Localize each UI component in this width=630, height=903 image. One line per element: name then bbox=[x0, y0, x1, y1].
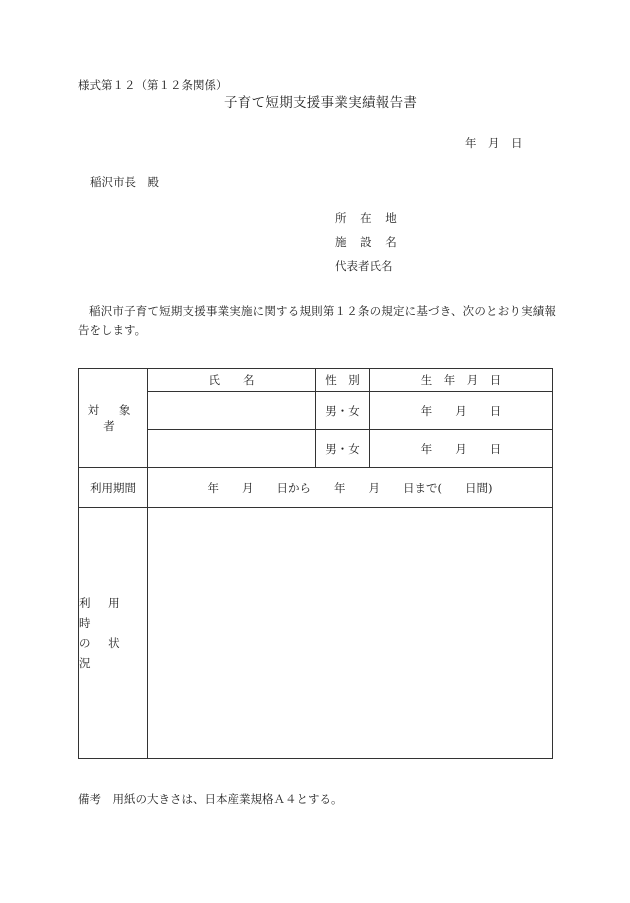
subject-label: 対 象 者 bbox=[79, 369, 148, 468]
usage-status-field[interactable] bbox=[148, 508, 553, 759]
birthdate-cell[interactable]: 年 月 日 bbox=[370, 392, 553, 430]
sex-cell[interactable]: 男・女 bbox=[316, 392, 370, 430]
name-cell[interactable] bbox=[148, 430, 316, 468]
name-header: 氏 名 bbox=[148, 369, 316, 392]
address-label: 所 在 地 bbox=[335, 211, 402, 225]
report-statement: 稲沢市子育て短期支援事業実施に関する規則第１２条の規定に基づき、次のとおり実績報告をします。 bbox=[78, 304, 556, 337]
birthdate-cell[interactable]: 年 月 日 bbox=[370, 430, 553, 468]
usage-status-label-line2: の 状 況 bbox=[79, 636, 127, 670]
report-table bbox=[78, 368, 553, 759]
usage-status-label bbox=[79, 508, 148, 759]
usage-period-value[interactable]: 年 月 日から 年 月 日まで( 日間) bbox=[148, 468, 553, 508]
facility-name-label: 施 設 名 bbox=[335, 235, 402, 249]
usage-status-label-line1: 利 用 時 bbox=[79, 596, 127, 630]
addressee: 稲沢市長 殿 bbox=[90, 175, 159, 189]
birthdate-header: 生 年 月 日 bbox=[370, 369, 553, 392]
usage-period-row bbox=[79, 468, 553, 508]
footnote: 備考 用紙の大きさは、日本産業規格Ａ４とする。 bbox=[78, 792, 343, 806]
usage-period-label: 利用期間 bbox=[79, 468, 148, 508]
sex-header: 性 別 bbox=[316, 369, 370, 392]
document-title: 子育て短期支援事業実績報告書 bbox=[224, 95, 418, 111]
representative-name-label: 代表者氏名 bbox=[335, 259, 393, 273]
sex-cell[interactable]: 男・女 bbox=[316, 430, 370, 468]
table-row bbox=[79, 430, 553, 468]
date-line: 年 月 日 bbox=[465, 136, 523, 150]
usage-status-row bbox=[79, 508, 553, 759]
name-cell[interactable] bbox=[148, 392, 316, 430]
table-row bbox=[79, 392, 553, 430]
table-header-row bbox=[79, 369, 553, 392]
form-number: 様式第１２（第１２条関係） bbox=[78, 78, 228, 92]
